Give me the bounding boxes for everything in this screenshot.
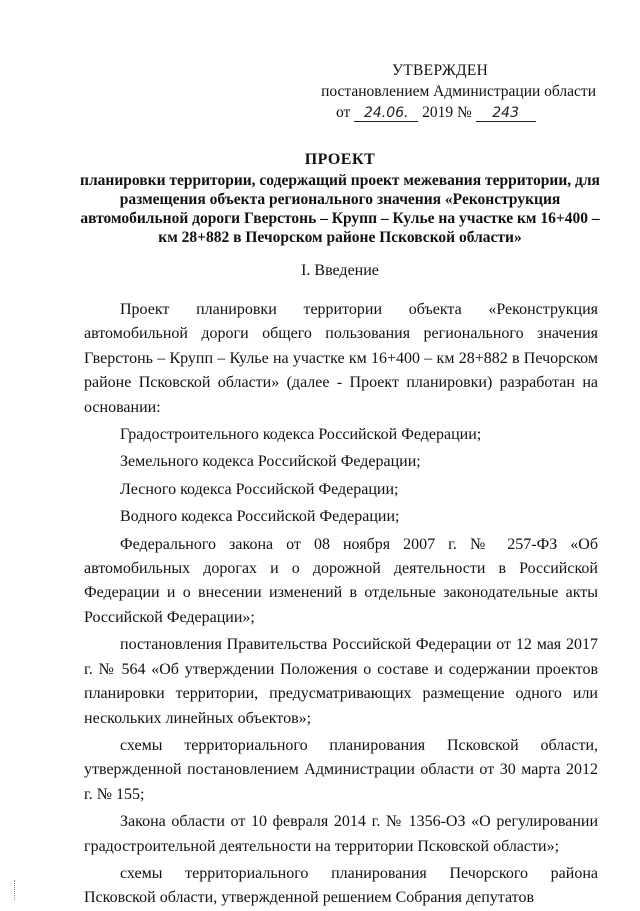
document-title <box>60 150 620 247</box>
approved-label: УТВЕРЖДЕН <box>392 62 489 79</box>
title-line: км 28+882 в Печорском районе Псковской области» <box>158 229 522 246</box>
paragraph: схемы территориального планирования Псковской области, утвержденной постановлением Администрации области от 30 марта 2012 г. № 155; <box>84 736 598 803</box>
paragraph: постановления Правительства Российской Федерации от 12 мая 2017 г. № 564 «Об утверждении Положения о составе и содержании проектов планировки территории, предусматривающих размещение одного или нескольких линейных объектов»; <box>84 636 598 727</box>
title-line: автомобильной дороги Гверстонь – Крупп – Кулье на участке км 16+400 – <box>80 210 600 227</box>
paragraph: Федерального закона от 08 ноября 2007 г. № 257-ФЗ «Об автомобильных дорогах и о дорожной деятельности в Российской Федерации и о внесении изменений в отдельные законодательные акты Российской Федерации»; <box>84 535 598 626</box>
approval-block <box>306 60 596 123</box>
approval-date-line <box>306 102 596 123</box>
title-main: ПРОЕКТ <box>304 151 376 168</box>
year-text: 2019 № <box>422 104 472 121</box>
date-prefix: от <box>336 104 351 121</box>
paragraph: Градостроительного кодекса Российской Федерации; <box>120 426 482 444</box>
paragraph: Земельного кодекса Российской Федерации; <box>120 453 421 471</box>
paragraph: Водного кодекса Российской Федерации; <box>120 508 400 526</box>
title-line: планировки территории, содержащий проект межевания территории, для <box>80 172 600 189</box>
handwritten-date: 24.06. <box>354 105 418 122</box>
section-heading: I. Введение <box>301 262 379 279</box>
paragraph: Лесного кодекса Российской Федерации; <box>120 480 399 498</box>
handwritten-number: 243 <box>476 105 536 122</box>
paragraph: Закона области от 10 февраля 2014 г. № 1356-ОЗ «О регулировании градостроительной деятельности на территории Псковской области»; <box>84 813 598 855</box>
scan-margin-mark <box>14 880 17 900</box>
paragraph: Проект планировки территории объекта «Реконструкция автомобильной дороги общего пользования регионального значения Гверстонь – Крупп – Кулье на участке км 16+400 – км 28+882 в Печорском районе Псковской области» (далее - Проект планировки) разработан на основании: <box>84 301 598 416</box>
document-body <box>84 298 598 911</box>
paragraph: схемы территориального планирования Печорского района Псковской области, утвержденной решением Собрания депутатов <box>84 864 598 907</box>
title-line: размещения объекта регионального значения «Реконструкция <box>119 191 561 208</box>
approved-by-text: постановлением Администрации области <box>321 83 596 100</box>
